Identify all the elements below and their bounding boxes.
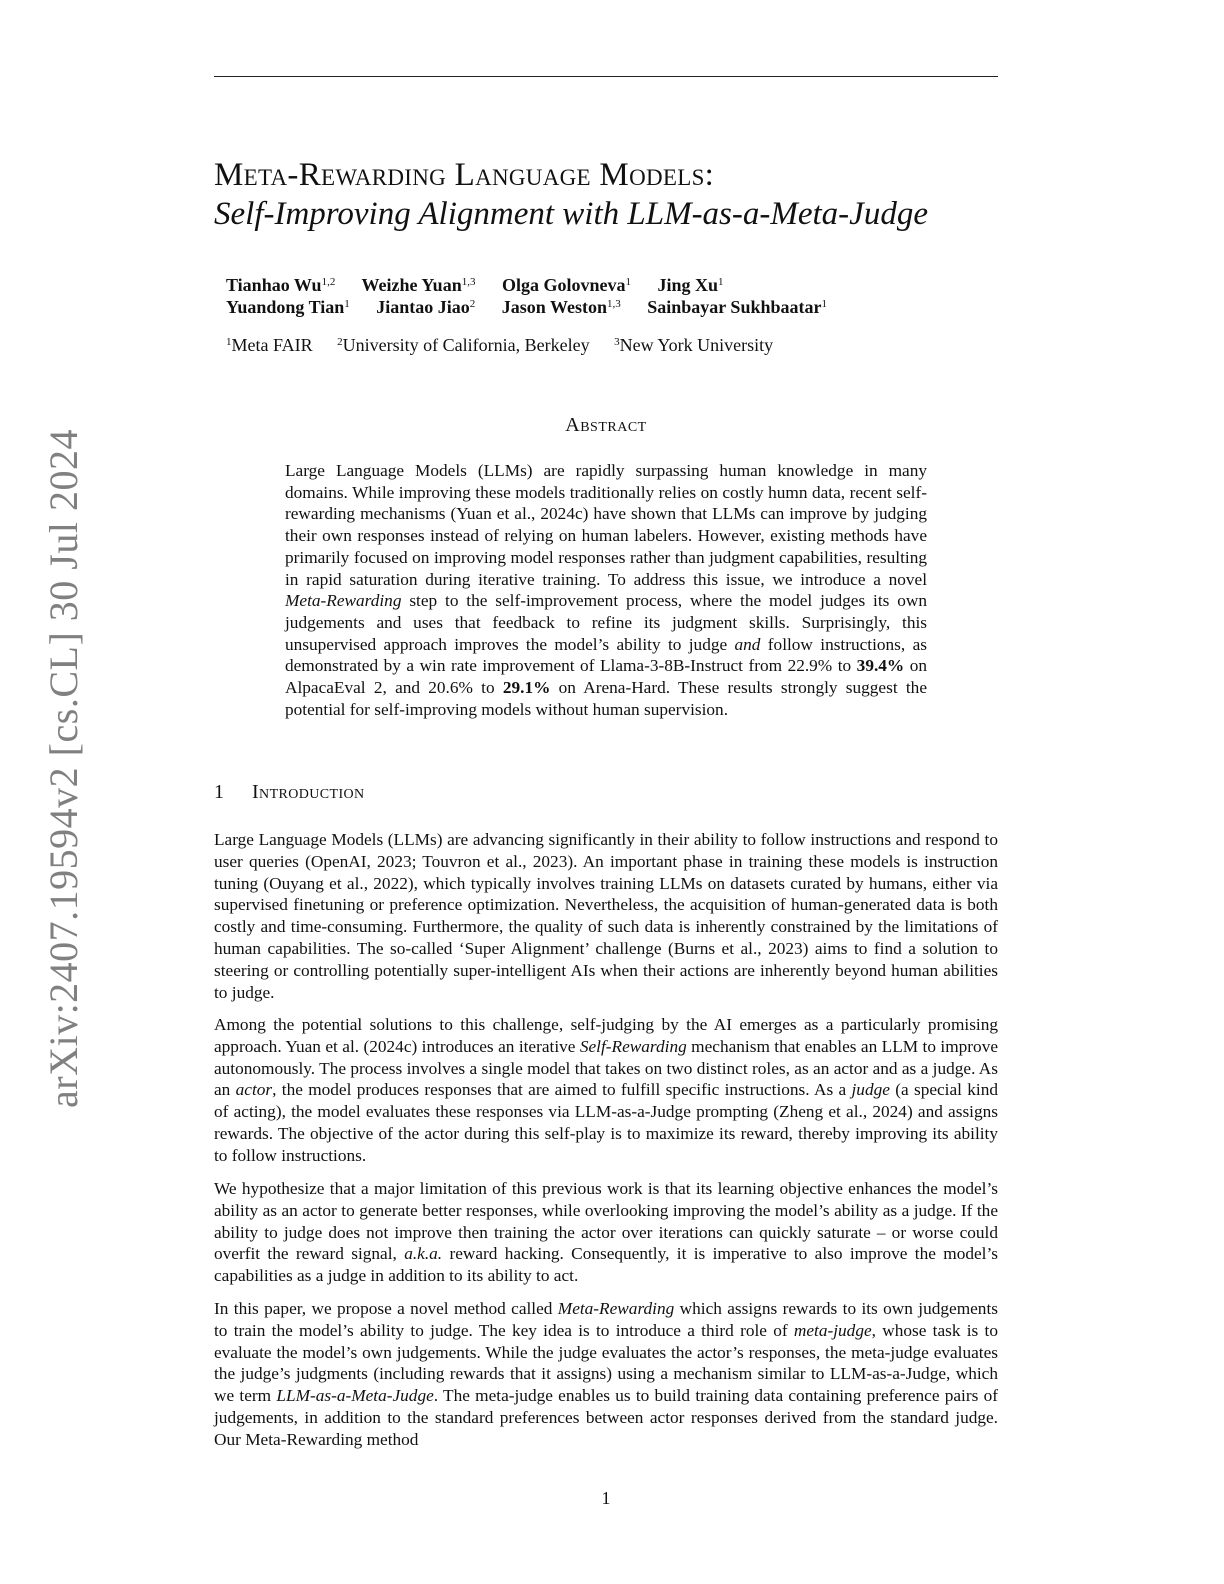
paragraph-text: , the model produces responses that are aimed to fulfill specific instructions. As a <box>272 1080 852 1100</box>
section-title: Introduction <box>252 781 365 803</box>
affiliation <box>226 335 313 355</box>
abstract-highlight: 39.4% <box>856 656 905 676</box>
abstract-highlight: 29.1% <box>502 678 551 698</box>
author-name: Yuandong Tian <box>226 297 345 317</box>
author-row-1 <box>226 274 1006 296</box>
abstract-emphasis: Meta-Rewarding <box>285 591 402 611</box>
affiliations <box>226 335 1006 356</box>
author <box>647 297 827 317</box>
abstract-text: step to the self-improvement process, where the model judges its own judgements and uses that feedback to refine its judgment skills. Surprisingly, this unsupervised approach improves the model’s ability to judge <box>285 591 927 654</box>
paragraph-text: In this paper, we propose a novel method called <box>214 1299 558 1318</box>
author-name: Olga Golovneva <box>501 275 626 295</box>
author-affil-mark: 1 <box>625 276 631 288</box>
abstract-body <box>285 460 927 720</box>
author-name: Jason Weston <box>501 297 607 317</box>
affiliation-name: Meta FAIR <box>231 335 313 355</box>
section-heading <box>214 781 365 804</box>
paragraph-text: (a special kind of acting), the model evaluates these responses via LLM-as-a-Judge prompting (Zheng et al., 2024) and assigns rewards. The objective of the actor during this self-play is to maximize its reward, thereby improving its ability to follow instructions. <box>214 1080 998 1165</box>
author-affil-mark: 1 <box>821 298 827 310</box>
author-affil-mark: 1,3 <box>461 276 476 288</box>
paragraph-text: mechanism that enables an LLM to improve autonomously. The process involves a single model that takes on two distinct roles, as an actor and as a judge. As an <box>214 1036 999 1100</box>
intro-paragraph-3 <box>214 1178 998 1287</box>
affiliation-mark: 3 <box>614 336 620 348</box>
abstract-text: on AlpacaEval 2, and 20.6% to <box>285 656 927 698</box>
section-number: 1 <box>214 781 224 803</box>
intro-paragraph-2 <box>214 1014 998 1167</box>
paragraph-emphasis: meta-judge <box>793 1320 872 1340</box>
abstract-emphasis: and <box>734 634 761 654</box>
paragraph-text: Among the potential solutions to this challenge, self-judging by the AI emerges as a particularly promising approach. Yuan et al. (2024c) introduces an iterative <box>214 1015 998 1056</box>
page-number: 1 <box>601 1488 611 1508</box>
affiliation-name: University of California, Berkeley <box>342 335 590 355</box>
arxiv-stamp: arXiv:2407.19594v2 [cs.CL] 30 Jul 2024 <box>41 429 86 1108</box>
author-affil-mark: 2 <box>469 298 476 310</box>
affiliation-mark: 1 <box>226 336 232 348</box>
paper-title <box>214 156 1014 234</box>
author <box>376 297 475 317</box>
author-name: Weizhe Yuan <box>361 275 462 295</box>
affiliation <box>614 335 773 355</box>
paragraph-emphasis: Self-Rewarding <box>579 1036 687 1056</box>
abstract-text: on Arena-Hard. These results strongly suggest the potential for self-improving models without human supervision. <box>285 678 927 719</box>
top-rule <box>214 76 998 77</box>
abstract-text: follow instructions, as demonstrated by a win rate improvement of Llama-3-8B-Instruct from 22.9% to <box>285 634 927 676</box>
affiliation <box>337 335 589 355</box>
author-row-2 <box>226 296 1006 318</box>
author-affil-mark: 1 <box>344 298 350 310</box>
affiliation-name: New York University <box>619 335 774 355</box>
paragraph-emphasis: Meta-Rewarding <box>557 1299 675 1318</box>
author-affil-mark: 1 <box>718 276 724 288</box>
intro-paragraph-4 <box>214 1298 998 1451</box>
abstract-heading: Abstract <box>565 414 647 436</box>
title-line-2: Self-Improving Alignment with LLM-as-a-Meta-Judge <box>214 196 928 232</box>
author <box>502 297 621 317</box>
author-name: Jiantao Jiao <box>376 297 470 317</box>
author-name: Sainbayar Sukhbaatar <box>647 297 822 317</box>
author-name: Jing Xu <box>657 275 718 295</box>
paragraph-emphasis: judge <box>851 1080 890 1100</box>
author-name: Tianhao Wu <box>226 275 322 295</box>
paragraph-emphasis: a.k.a. <box>404 1244 443 1264</box>
author-affil-mark: 1,2 <box>321 276 336 288</box>
paragraph-text: which assigns rewards to its own judgements to train the model’s ability to judge. The key idea is to introduce a third role of <box>214 1299 998 1340</box>
title-line-1: Meta-Rewarding Language Models: <box>214 157 715 193</box>
paragraph-text: We hypothesize that a major limitation of this previous work is that its learning objective enhances the model’s ability as an actor to generate better responses, while overlooking improving the model’s ability as a judge. If the ability to judge does not improve then training the actor over iterations can quickly saturate – or worse could overfit the reward signal, <box>214 1179 998 1264</box>
paragraph-text: , whose task is to evaluate the model’s own judgements. While the judge evaluates the actor’s responses, the meta-judge evaluates the judge’s judgments (including rewards that it assigns) using a mechanism similar to LLM-as-a-Judge, which we term <box>214 1320 998 1406</box>
abstract-text: Large Language Models (LLMs) are rapidly surpassing human knowledge in many domains. While improving these models traditionally relies on costly humn data, recent self-rewarding mechanisms (Yuan et al., 2024c) have shown that LLMs can improve by judging their own responses instead of relying on human labelers. However, existing methods have primarily focused on improving model responses rather than judgment capabilities, resulting in rapid saturation during iterative training. To address this issue, we introduce a novel <box>285 461 927 589</box>
author-affil-mark: 1,3 <box>606 298 621 310</box>
affiliation-mark: 2 <box>337 336 343 348</box>
paragraph-text: reward hacking. Consequently, it is imperative to also improve the model’s capabilities as a judge in addition to its ability to act. <box>214 1244 999 1286</box>
author <box>226 297 350 317</box>
author <box>502 275 631 295</box>
paragraph-text: . The meta-judge enables us to build training data containing preference pairs of judgements, in addition to the standard preferences between actor responses derived from the standard judge. Our Meta-Rewarding method <box>214 1386 998 1449</box>
paragraph-emphasis: LLM-as-a-Meta-Judge <box>276 1386 434 1406</box>
author <box>657 275 723 295</box>
paragraph-emphasis: actor <box>235 1080 273 1100</box>
author <box>226 275 335 295</box>
intro-paragraph-1: Large Language Models (LLMs) are advancing significantly in their ability to follow instructions and respond to user queries (OpenAI, 2023; Touvron et al., 2023). An important phase in training these models is instruction tuning (Ouyang et al., 2022), which typically involves training LLMs on datasets curated by humans, either via supervised finetuning or preference optimization. Nevertheless, the acquisition of human-generated data is both costly and time-consuming. Furthermore, the quality of such data is inherently constrained by the limitations of human capabilities. The so-called ‘Super Alignment’ challenge (Burns et al., 2023) aims to find a solution to steering or controlling potentially super-intelligent AIs when their actions are inherently beyond human abilities to judge. <box>214 830 998 1002</box>
author-list <box>226 274 1006 318</box>
author <box>362 275 476 295</box>
